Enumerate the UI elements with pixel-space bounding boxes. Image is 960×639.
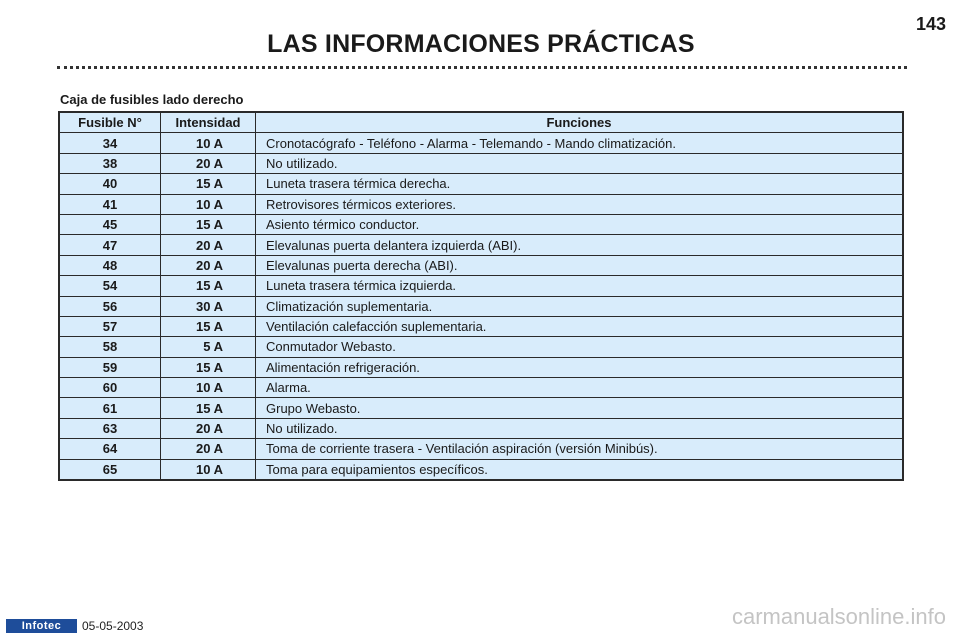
fuse-number-cell: 41 [59, 194, 161, 214]
table-row [59, 459, 903, 480]
function-cell: Toma de corriente trasera - Ventilación aspiración (versión Minibús). [256, 439, 904, 459]
amperage-cell: 20 A [161, 255, 256, 275]
fuse-number-cell: 64 [59, 439, 161, 459]
function-cell: Toma para equipamientos específicos. [256, 459, 904, 480]
function-cell: Grupo Webasto. [256, 398, 904, 418]
table-row [59, 276, 903, 296]
fuse-number-cell: 60 [59, 378, 161, 398]
fuse-number-cell: 34 [59, 133, 161, 153]
table-row [59, 418, 903, 438]
amperage-cell: 15 A [161, 316, 256, 336]
amperage-cell: 30 A [161, 296, 256, 316]
fuse-number-cell: 65 [59, 459, 161, 480]
table-caption: Caja de fusibles lado derecho [60, 92, 244, 107]
table-row [59, 153, 903, 173]
amperage-cell: 20 A [161, 439, 256, 459]
function-cell: Asiento térmico conductor. [256, 214, 904, 234]
fuse-number-cell: 38 [59, 153, 161, 173]
amperage-cell: 15 A [161, 174, 256, 194]
column-header-amperage: Intensidad [161, 112, 256, 133]
fuse-number-cell: 58 [59, 337, 161, 357]
function-cell: Cronotacógrafo - Teléfono - Alarma - Telemando - Mando climatización. [256, 133, 904, 153]
fuse-number-cell: 48 [59, 255, 161, 275]
table-row [59, 357, 903, 377]
table-row [59, 337, 903, 357]
table-body [59, 133, 903, 480]
fuse-number-cell: 47 [59, 235, 161, 255]
page-title: LAS INFORMACIONES PRÁCTICAS [267, 30, 695, 58]
amperage-cell: 15 A [161, 276, 256, 296]
amperage-cell: 20 A [161, 418, 256, 438]
watermark: carmanualsonline.info [731, 604, 946, 629]
function-cell: Luneta trasera térmica izquierda. [256, 276, 904, 296]
function-cell: Luneta trasera térmica derecha. [256, 174, 904, 194]
table-row [59, 214, 903, 234]
fuse-number-cell: 45 [59, 214, 161, 234]
table-row [59, 439, 903, 459]
amperage-cell: 15 A [161, 214, 256, 234]
table-row [59, 194, 903, 214]
amperage-cell: 20 A [161, 153, 256, 173]
function-cell: Elevalunas puerta delantera izquierda (ABI). [256, 235, 904, 255]
fuse-number-cell: 54 [59, 276, 161, 296]
amperage-cell: 20 A [161, 235, 256, 255]
function-cell: Retrovisores térmicos exteriores. [256, 194, 904, 214]
fuse-number-cell: 63 [59, 418, 161, 438]
function-cell: Alarma. [256, 378, 904, 398]
table-row [59, 235, 903, 255]
fuse-number-cell: 59 [59, 357, 161, 377]
amperage-cell: 10 A [161, 378, 256, 398]
function-cell: Alimentación refrigeración. [256, 357, 904, 377]
amperage-cell: 10 A [161, 133, 256, 153]
function-cell: No utilizado. [256, 418, 904, 438]
table-row [59, 174, 903, 194]
fuse-number-cell: 61 [59, 398, 161, 418]
fuse-number-cell: 56 [59, 296, 161, 316]
function-cell: Conmutador Webasto. [256, 337, 904, 357]
fuse-table [58, 111, 904, 481]
amperage-cell: 5 A [161, 337, 256, 357]
table-row [59, 255, 903, 275]
column-header-functions: Funciones [256, 112, 904, 133]
function-cell: Climatización suplementaria. [256, 296, 904, 316]
footer-date: 05-05-2003 [82, 619, 144, 633]
function-cell: Ventilación calefacción suplementaria. [256, 316, 904, 336]
table-row [59, 316, 903, 336]
page-number: 143 [915, 14, 946, 34]
table-row [59, 378, 903, 398]
amperage-cell: 15 A [161, 398, 256, 418]
fuse-number-cell: 57 [59, 316, 161, 336]
function-cell: No utilizado. [256, 153, 904, 173]
dotted-divider [57, 66, 907, 69]
amperage-cell: 15 A [161, 357, 256, 377]
table-row [59, 398, 903, 418]
function-cell: Elevalunas puerta derecha (ABI). [256, 255, 904, 275]
table-row [59, 296, 903, 316]
amperage-cell: 10 A [161, 459, 256, 480]
table-header-row [59, 112, 903, 133]
amperage-cell: 10 A [161, 194, 256, 214]
infotec-logo: Infotec [6, 619, 77, 633]
table-row [59, 133, 903, 153]
fuse-number-cell: 40 [59, 174, 161, 194]
column-header-fuse: Fusible N° [59, 112, 161, 133]
